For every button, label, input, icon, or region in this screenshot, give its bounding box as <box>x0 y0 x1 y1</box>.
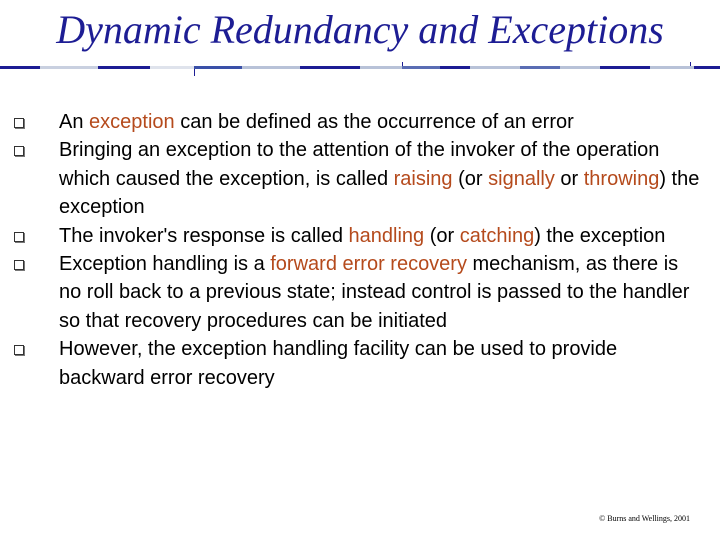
highlight-term: forward error recovery <box>270 253 467 276</box>
highlight-term: signally <box>488 167 555 190</box>
title-divider <box>0 62 720 76</box>
square-bullet-icon <box>14 118 24 128</box>
square-bullet-icon <box>14 345 24 355</box>
bullet-item: Exception handling is a forward error recovery mechanism, as there is no roll back to a previous state; instead control is passed to the handler so that recovery procedures can be initiated <box>14 250 704 335</box>
square-bullet-icon <box>14 146 24 156</box>
bullet-item: However, the exception handling facility can be used to provide backward error recovery <box>14 335 704 392</box>
highlight-term: catching <box>459 224 535 247</box>
square-bullet-icon <box>14 232 24 242</box>
highlight-term: exception <box>89 111 175 133</box>
bullet-item: The invoker's response is called handling (or catching) the exception <box>14 222 704 250</box>
bullet-item: An exception can be defined as the occurrence of an error <box>14 108 704 136</box>
highlight-term: raising <box>393 167 453 190</box>
slide-title: Dynamic Redundancy and Exceptions <box>56 7 664 52</box>
bullet-list <box>14 108 704 392</box>
copyright-footer: © Burns and Wellings, 2001 <box>599 514 690 523</box>
highlight-term: throwing <box>583 167 660 190</box>
bullet-item: Bringing an exception to the attention of the invoker of the operation which caused the exception, is called raising (or signally or throwing) the exception <box>14 136 704 221</box>
highlight-term: handling <box>348 224 425 247</box>
square-bullet-icon <box>14 260 24 270</box>
